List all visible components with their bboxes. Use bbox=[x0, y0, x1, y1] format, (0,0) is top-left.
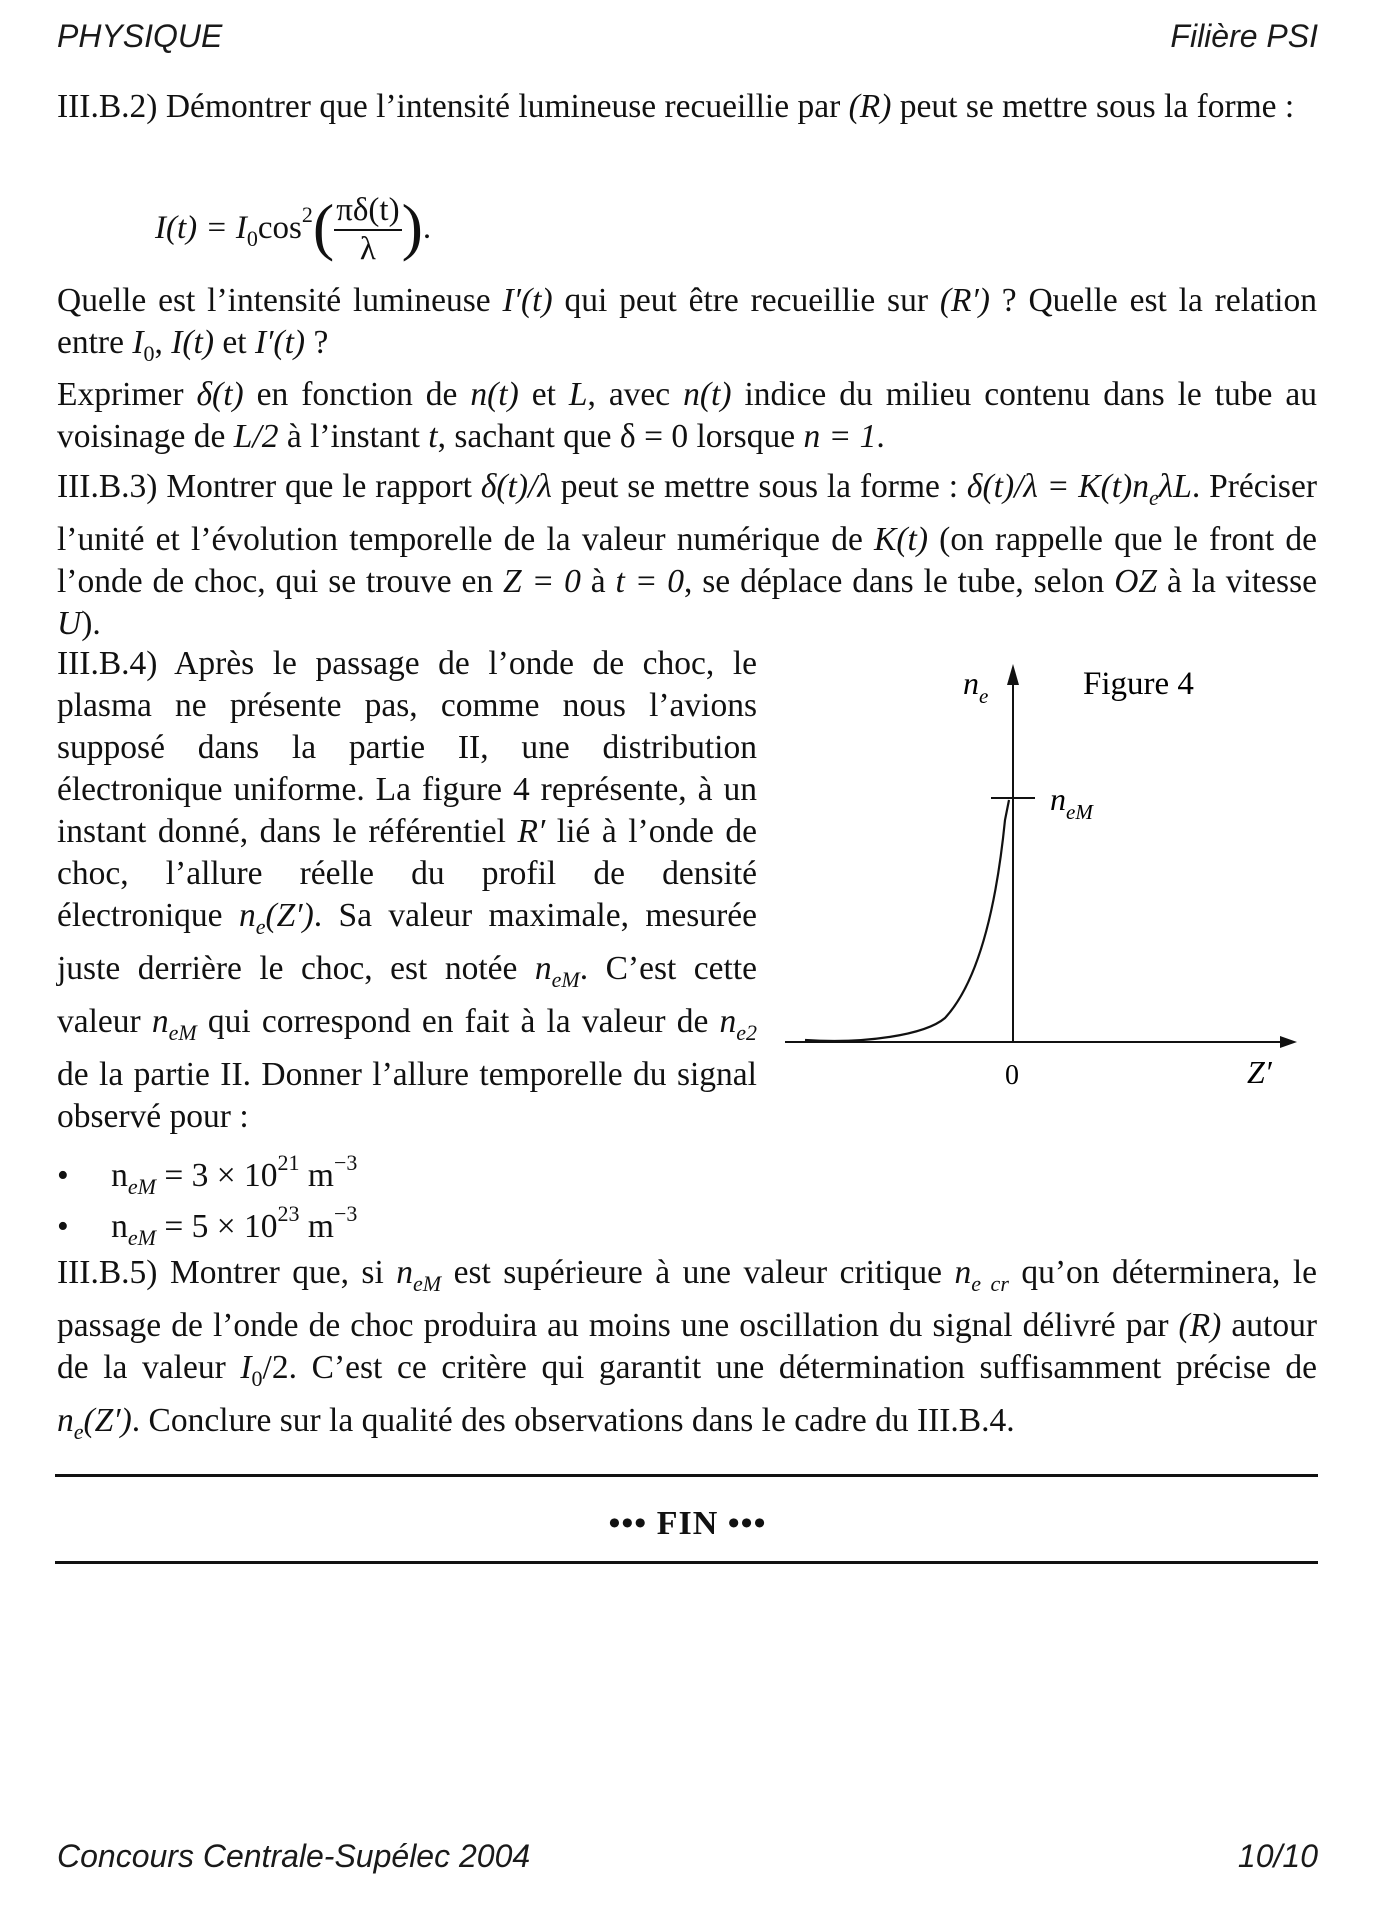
b4-bullet-1: • $n_{eM} = 3 \times 10^{21}$ $m^{-3}$ bbox=[57, 1150, 358, 1199]
header-subject: PHYSIQUE bbox=[57, 18, 223, 54]
b2-intro: III.B.2) Démontrer que l’intensité lumineuse recueillie par (R) peut se mettre sous la forme : bbox=[57, 88, 1295, 125]
figure-title: Figure 4 bbox=[1083, 666, 1194, 702]
footer-page-number: 10/10 bbox=[1237, 1838, 1318, 1874]
b5-paragraph: III.B.5) Montrer que, si $n_{eM}$ est supérieure à une valeur critique $n_{e cr}$ qu’on déterminera, le passage de l’onde de choc produira au moins une oscillation du signal délivré par (R) autour de la valeur $I_0/2$. C’est ce critère qui garantit une détermination suffisamment précise de $n_e(Z')$. Conclure sur la qualité des observations dans le cadre du III.B.4. bbox=[57, 1254, 1318, 1444]
footer-contest: Concours Centrale-Supélec 2004 bbox=[57, 1838, 531, 1874]
y-axis-arrow bbox=[1007, 664, 1019, 685]
b2-fraction: $\frac{\pi\delta(t)}{\lambda}$ bbox=[336, 192, 400, 268]
b2-equation: $I(t) = I_0\cos^2$( $\frac{\pi\delta(t)}{\lambda}$ ). bbox=[155, 191, 432, 268]
origin-label: 0 bbox=[1005, 1060, 1019, 1091]
top-rule bbox=[55, 1474, 1318, 1477]
figure-4 bbox=[785, 650, 1305, 1100]
header-filiere: Filière PSI bbox=[1170, 18, 1318, 54]
b3-label: III.B.3) bbox=[57, 468, 158, 505]
b3-paragraph: III.B.3) Montrer que le rapport δ(t)/λ peut se mettre sous la forme : $\delta(t)/\lambda = K(t)n_e\lambda L$. Préciser l’unité et l’évolution temporelle de la valeur numérique de K(t) (on rappelle que le front de l’onde de choc, qui se trouve en Z = 0 à t = 0, se déplace dans le tube, selon OZ à la vitesse U). bbox=[57, 468, 1317, 642]
b2-label: III.B.2) bbox=[57, 88, 158, 125]
x-axis-label: Z′ bbox=[1247, 1054, 1272, 1090]
b4-paragraph: III.B.4) Après le passage de l’onde de choc, le plasma ne présente pas, comme nous l’avions supposé dans la partie II, une distribution électronique uniforme. La figure 4 représente, à un instant donné, dans le référentiel R′ lié à l’onde de choc, l’allure réelle du profil de densité électronique $n_e(Z')$. Sa valeur maximale, mesurée juste derrière le choc, est notée $n_{eM}$. C’est cette valeur $n_{eM}$ qui correspond en fait à la valeur de $n_{e2}$ de la partie II. Donner l’allure temporelle du signal observé pour : bbox=[57, 645, 758, 1135]
b2-question-3: Exprimer δ(t) en fonction de n(t) et L, avec n(t) indice du milieu contenu dans le tube au voisinage de L/2 à l’instant t, sachant que δ = 0 lorsque n = 1. bbox=[57, 376, 1317, 455]
bottom-rule bbox=[55, 1561, 1318, 1564]
b4-label: III.B.4) bbox=[57, 645, 158, 682]
y-axis-label: $n_e$ bbox=[963, 665, 989, 708]
peak-label: $n_{eM}$ bbox=[1050, 781, 1093, 824]
b5-label: III.B.5) bbox=[57, 1254, 158, 1291]
b4-bullet-2: • $n_{eM} = 5 \times 10^{23}$ $m^{-3}$ bbox=[57, 1201, 358, 1250]
b2-question-2: Quelle est l’intensité lumineuse I′(t) qui peut être recueillie sur (R′) ? Quelle est la relation entre $I_0$, I(t) et I′(t) ? bbox=[57, 282, 1317, 366]
x-axis-arrow bbox=[1280, 1036, 1297, 1048]
density-curve bbox=[805, 800, 1009, 1041]
end-marker: ••• FIN ••• bbox=[608, 1505, 767, 1542]
